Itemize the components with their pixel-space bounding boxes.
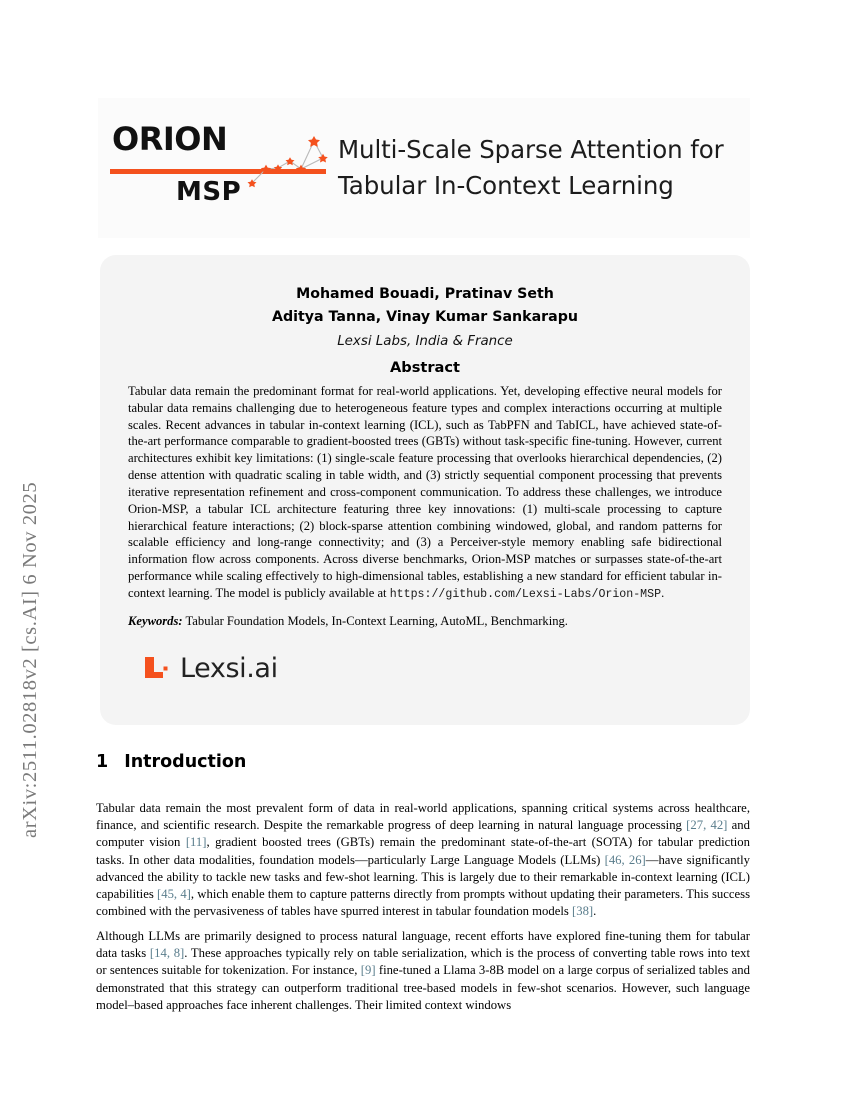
paper-header-banner [98,98,750,238]
authors-line-1: Mohamed Bouadi, Pratinav Seth [296,286,554,302]
intro-paragraph-1 [96,800,750,920]
citation-ref[interactable]: [45, 4] [157,887,191,902]
orion-msp-logo [98,113,330,223]
citation-ref[interactable]: [14, 8] [149,946,185,961]
abstract-card [100,255,750,725]
lexsi-wordmark: Lexsi.ai [180,653,278,684]
lexsi-logo [142,655,278,682]
abstract-body [120,383,730,602]
abstract-text: Tabular data remain the predominant format for real-world applications. Yet, developing effective neural models for tabular data remains challenging due to heterogeneous feature types and complex interactions occurring at multiple scales. Recent advances in tabular in-context learning (ICL), such as TabPFN and TabICL, have achieved state-of-the-art performance comparable to gradient-boosted trees (GBTs) without task-specific fine-tuning. However, current architectures exhibit key limitations: (1) single-scale feature processing that overlooks hierarchical dependencies, (2) dense attention with quadratic scaling in table width, and (3) strictly sequential component processing that prevents iterative representation refinement and cross-component communication. To address these challenges, we introduce Orion-MSP, a tabular ICL architecture featuring three key innovations: (1) multi-scale processing to capture hierarchical feature interactions; (2) block-sparse attention combining windowed, global, and random patterns for scalable efficiency and long-range connectivity; and (3) a Perceiver-style memory enabling safe bidirectional information flow across components. Across diverse benchmarks, Orion-MSP matches or surpasses state-of-the-art performance while scaling effectively to high-dimensional tables, establishing a new standard for efficient tabular in-context learning. The model is publicly available at [128,384,722,600]
citation-ref[interactable]: [46, 26] [604,852,646,867]
body-text-run: and computer vision [96,818,750,850]
arxiv-stamp-text: arXiv:2511.02818v2 [cs.AI] 6 Nov 2025 [18,481,41,838]
body-text-run: —have significantly advanced the ability to tackle new tasks and few-shot learning. This is largely due to their remarkable in-context learning (ICL) capabilities [96,852,750,902]
keywords-value: Tabular Foundation Models, In-Context Learning, AutoML, Benchmarking. [182,614,568,629]
abstract-heading: Abstract [389,359,461,376]
body-text-run: . [593,904,597,919]
citation-ref[interactable]: [27, 42] [686,818,728,833]
body-text-run: , gradient boosted trees (GBTs) remain the predominant state-of-the-art (SOTA) for tabular prediction tasks. In other data modalities, foundation models—particularly Large Language Models (LLMs) [96,835,750,867]
section-title: Introduction [124,752,247,772]
section-number: 1 [96,752,109,772]
body-text-run: , which enable them to capture patterns directly from prompts without updating their parameters. This success combined with the pervasiveness of tables have spurred interest in tabular foundation models [96,887,751,919]
citation-ref[interactable]: [11] [185,835,207,850]
orion-constellation-icon [246,133,330,189]
arxiv-stamp [0,0,60,1100]
abstract-repo-link[interactable]: https://github.com/Lexsi-Labs/Orion-MSP [389,587,662,601]
intro-paragraph-2 [96,928,750,1014]
body-text-run: fine-tuned a Llama 3-8B model on a large corpus of serialized tables and demonstrated that this strategy can outperform traditional tree-based models in few-shot scenarios. However, such language model–based approaches face inherent challenges. Their limited context windows [96,963,750,1012]
citation-ref[interactable]: [9] [360,963,376,978]
lexsi-mark-icon [142,655,169,682]
section-heading-introduction [96,752,246,772]
keywords-label: Keywords: [128,614,183,629]
authors-line-2: Aditya Tanna, Vinay Kumar Sankarapu [272,309,578,325]
affiliation: Lexsi Labs, India & France [337,334,513,349]
brand-name-msp: MSP [176,177,242,207]
brand-name-orion: ORION [112,120,228,158]
paper-title [330,132,750,204]
keywords-line [120,614,730,629]
citation-ref[interactable]: [38] [572,904,594,919]
abstract-text-tail: . [661,585,665,600]
paper-title-line-1: Multi-Scale Sparse Attention for [338,135,724,164]
body-text-run: Tabular data remain the most prevalent form of data in real-world applications, spanning critical systems across healthcare, finance, and scientific research. Despite the remarkable progress of deep learning in natural language processing [96,801,750,833]
body-text-run: Although LLMs are primarily designed to process natural language, recent efforts have explored fine-tuning them for tabular data tasks [96,929,750,961]
paper-title-line-2: Tabular In-Context Learning [338,171,674,200]
body-text-run: . These approaches typically rely on table serialization, which is the process of converting table rows into text or sentences suitable for tokenization. For instance, [96,946,750,978]
